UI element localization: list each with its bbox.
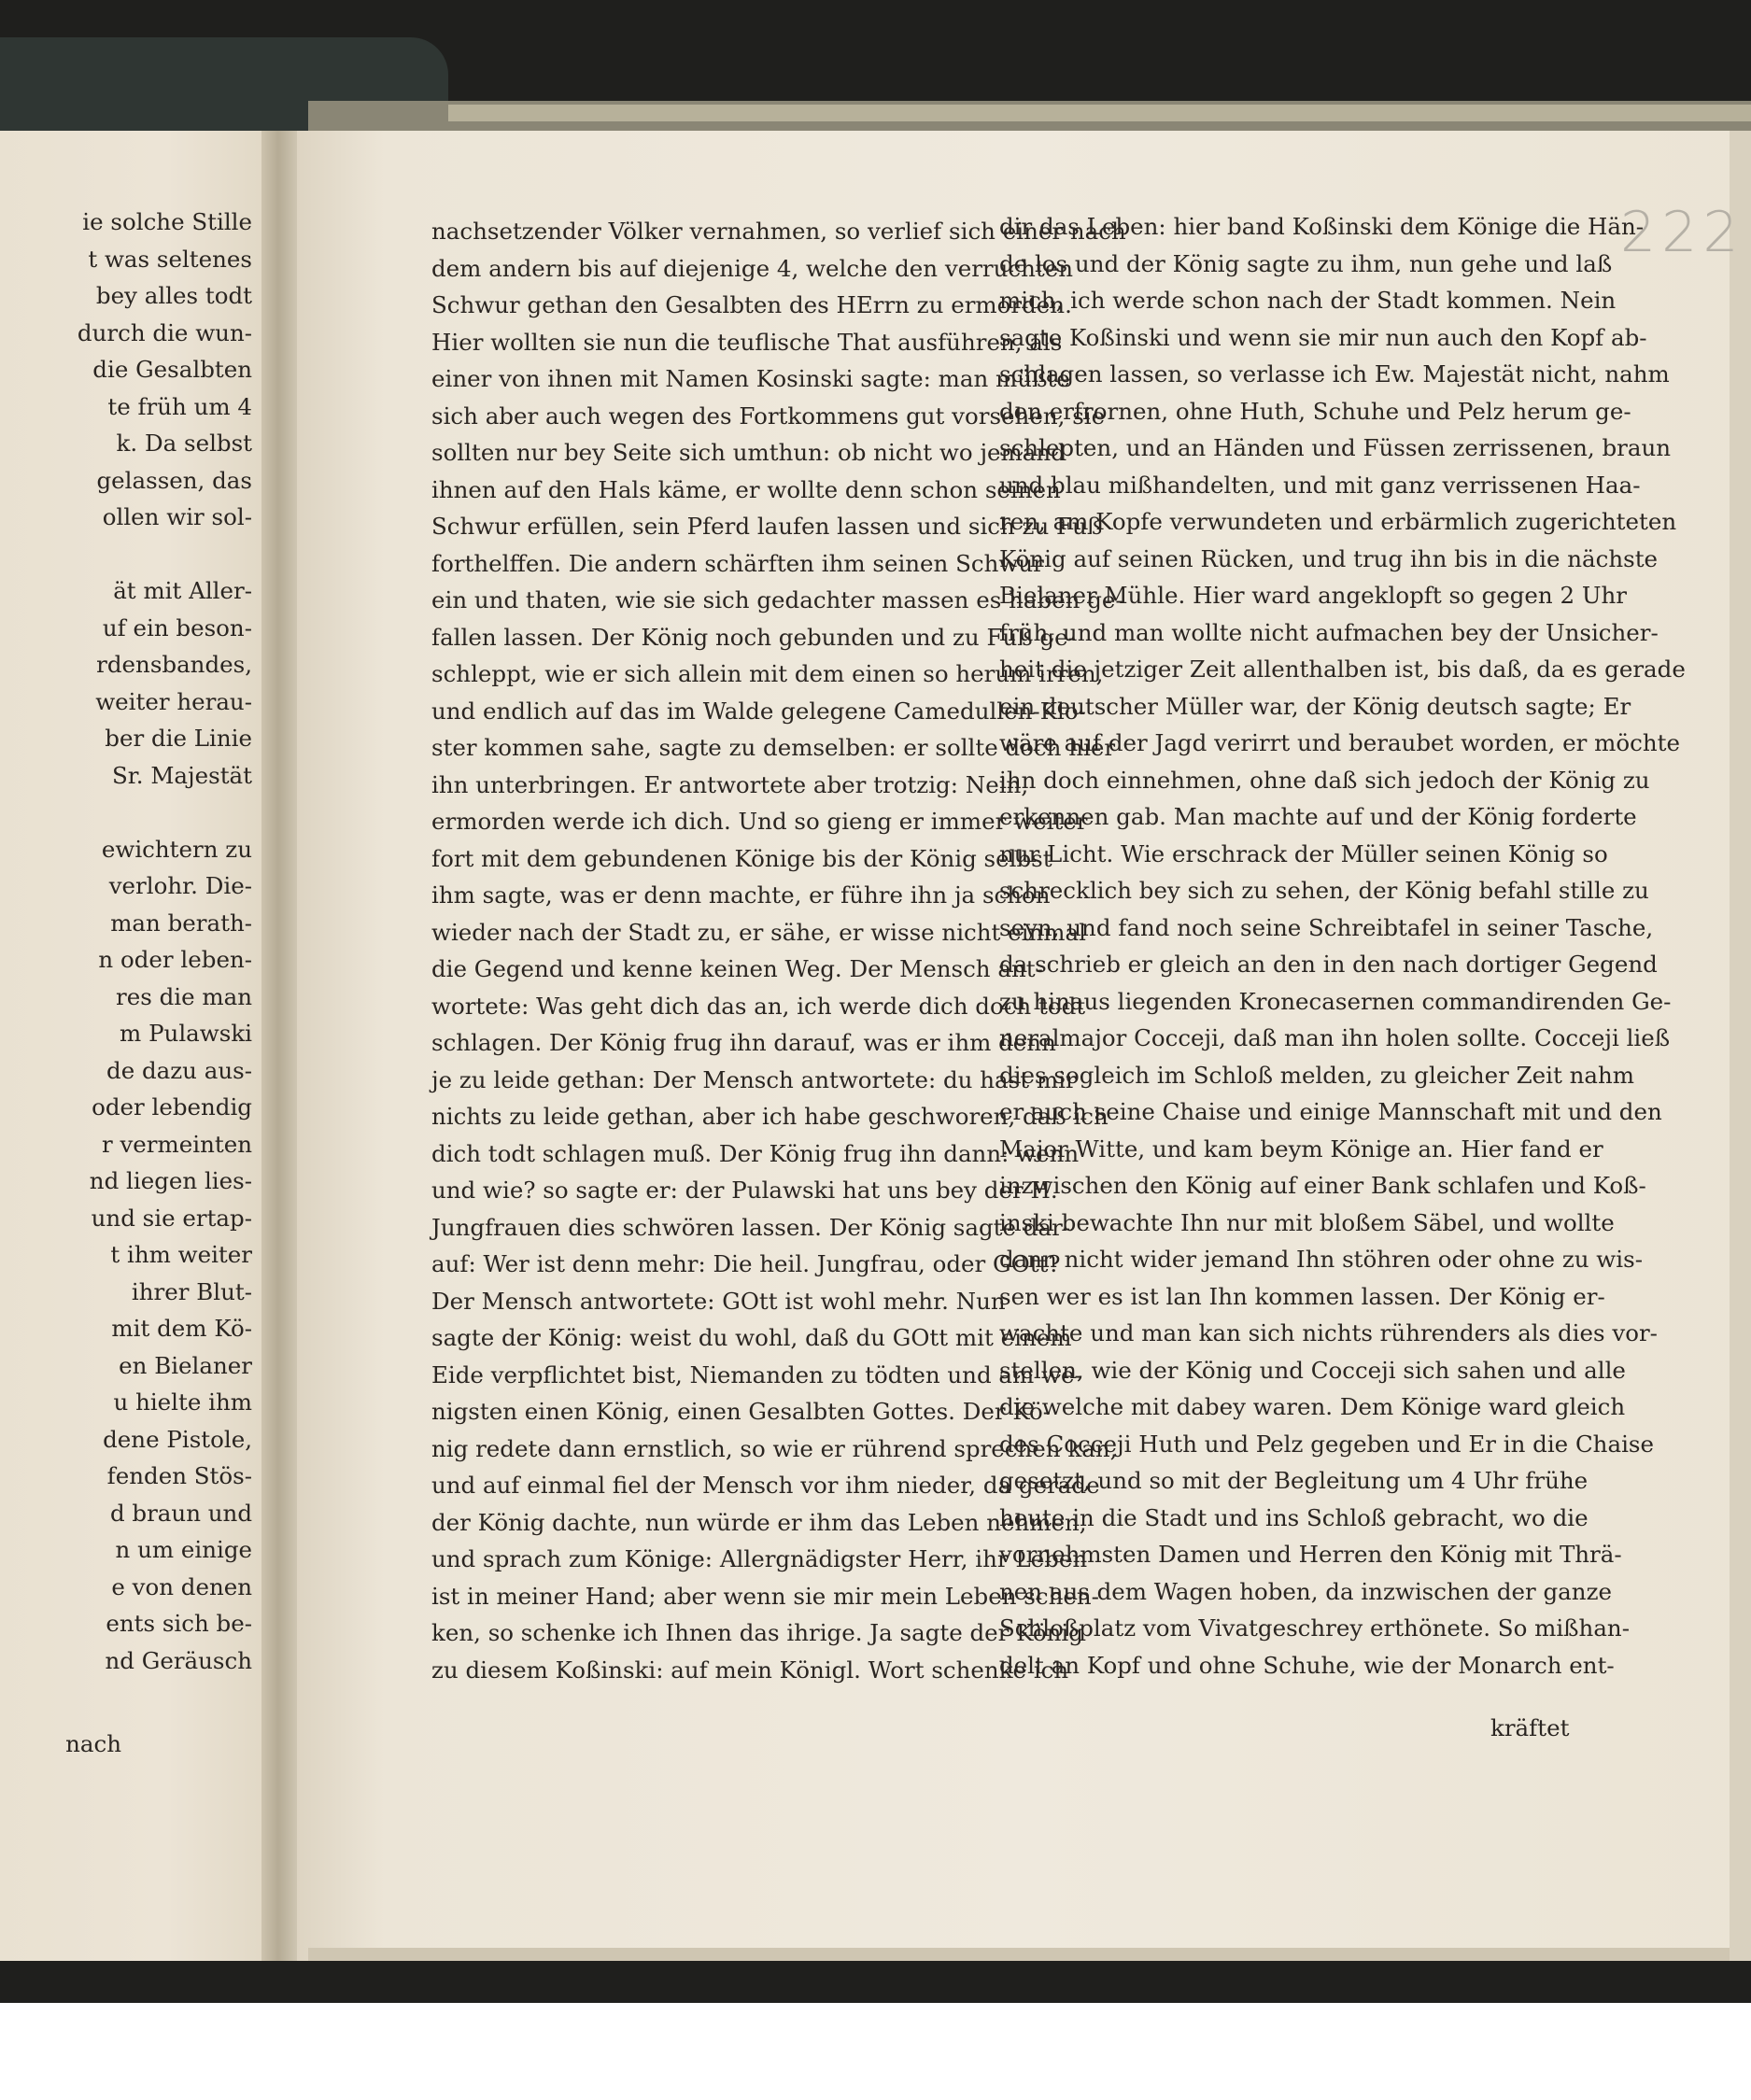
text-line: dann nicht wider jemand Ihn stöhren oder ohne zu wis- xyxy=(999,1246,1643,1273)
text-line: n oder leben- xyxy=(98,946,252,973)
text-line: stellen, wie der König und Cocceji sich sahen und alle xyxy=(999,1356,1626,1384)
text-line: rdensbandes, xyxy=(96,651,252,678)
text-line: mich, ich werde schon nach der Stadt kommen. Nein xyxy=(999,287,1617,314)
text-line: die welche mit dabey waren. Dem Könige ward gleich xyxy=(999,1393,1626,1420)
page-edge-right xyxy=(1730,131,1751,1961)
text-line: nigsten einen König, einen Gesalbten Gottes. Der Kö- xyxy=(431,1398,1052,1425)
text-line: Schwur erfüllen, sein Pferd laufen lassen und sich zu Fuß xyxy=(431,513,1103,540)
text-line: forthelffen. Die andern schärften ihm seinen Schwur xyxy=(431,549,1044,577)
text-line: Jungfrauen dies schwören lassen. Der König sagte dar- xyxy=(431,1213,1071,1241)
text-line: sen wer es ist lan Ihn kommen lassen. Der König er- xyxy=(999,1282,1605,1310)
text-line: schrecklich bey sich zu sehen, der König befahl stille zu xyxy=(999,877,1649,904)
text-line: die Gesalbten xyxy=(92,356,252,383)
text-line: ster kommen sahe, sagte zu demselben: er sollte doch hier xyxy=(431,734,1116,761)
text-line: des Cocceji Huth und Pelz gegeben und Er in die Chaise xyxy=(999,1430,1654,1458)
text-line: wäre auf der Jagd verirrt und beraubet worden, er möchte xyxy=(999,729,1680,756)
text-line: je zu leide gethan: Der Mensch antwortete: du hast mir xyxy=(431,1065,1077,1093)
text-line: da schrieb er gleich an den in den nach dortiger Gegend xyxy=(999,951,1658,978)
text-line: fenden Stös- xyxy=(106,1462,252,1489)
page-number: 222 xyxy=(1620,200,1744,265)
left-page-text xyxy=(0,204,261,1679)
text-line: heute in die Stadt und ins Schloß gebracht, wo die xyxy=(999,1503,1589,1531)
text-line: ermorden werde ich dich. Und so gieng er immer weiter xyxy=(431,808,1088,835)
text-line: wortete: Was geht dich das an, ich werde dich doch todt xyxy=(431,992,1086,1020)
text-line: schleppt, wie er sich allein mit dem einen so herum irren, xyxy=(431,660,1104,687)
text-line: dies sogleich im Schloß melden, zu gleicher Zeit nahm xyxy=(999,1061,1635,1089)
text-line: ihnen auf den Hals käme, er wollte denn schon seinen xyxy=(431,475,1061,503)
text-line: sich aber auch wegen des Fortkommens gut vorsehen, sie xyxy=(431,402,1106,430)
text-line: gesetzt, und so mit der Begleitung um 4 Uhr frühe xyxy=(999,1467,1589,1494)
text-line: nur Licht. Wie erschrack der Müller seinen König so xyxy=(999,839,1608,867)
text-line: ie solche Stille xyxy=(82,208,252,235)
text-line: bey alles todt xyxy=(95,282,252,309)
text-line: nig redete dann ernstlich, so wie er rührend sprechen kan, xyxy=(431,1434,1118,1462)
text-line: wachte und man kan sich nichts rührenders als dies vor- xyxy=(999,1319,1658,1346)
text-line: auf: Wer ist denn mehr: Die heil. Jungfrau, oder GOtt? xyxy=(431,1250,1061,1277)
text-line: fort mit dem gebundenen Könige bis der König selbst xyxy=(431,844,1052,872)
text-line: ät mit Aller- xyxy=(113,577,252,604)
text-line: erkennen gab. Man machte auf und der König forderte xyxy=(999,803,1637,830)
text-line: fallen lassen. Der König noch gebunden und zu Fuß ge- xyxy=(431,623,1076,651)
text-line: wieder nach der Stadt zu, er sähe, er wisse nicht einmal xyxy=(431,918,1086,946)
text-line: ein deutscher Müller war, der König deutsch sagte; Er xyxy=(999,692,1631,720)
text-line: die Gegend und kenne keinen Weg. Der Mensch ant- xyxy=(431,955,1043,982)
text-line: ein und thaten, wie sie sich gedachter massen es haben ge- xyxy=(431,586,1123,613)
text-line: und sprach zum Könige: Allergnädigster Herr, ihr Leben xyxy=(431,1545,1088,1572)
text-line: de los und der König sagte zu ihm, nun gehe und laß xyxy=(999,249,1613,277)
text-line xyxy=(0,536,261,573)
text-line: uf ein beson- xyxy=(102,613,252,641)
text-line: res die man xyxy=(116,982,252,1010)
text-line: nichts zu leide gethan, aber ich habe geschworen, daß ich xyxy=(431,1103,1108,1130)
text-line: r vermeinten xyxy=(101,1130,252,1158)
text-line: dem andern bis auf diejenige 4, welche den verruchten xyxy=(431,254,1074,282)
text-line: Schloßplatz vom Vivatgeschrey erthönete. So mißhan- xyxy=(999,1614,1630,1642)
text-line: weiter herau- xyxy=(95,687,252,715)
text-line: der König dachte, nun würde er ihm das Leben nehmen, xyxy=(431,1508,1087,1536)
text-line: nen aus dem Wagen hoben, da inzwischen der ganze xyxy=(999,1577,1612,1605)
text-line: m Pulawski xyxy=(120,1020,252,1047)
text-line: er auch seine Chaise und einige Mannschaft mit und den xyxy=(999,1098,1662,1125)
right-page-catchword: kräftet xyxy=(1490,1714,1570,1741)
text-line: e von denen xyxy=(111,1572,252,1600)
text-line: man berath- xyxy=(110,909,252,937)
text-line: Hier wollten sie nun die teuflische That ausführen, als xyxy=(431,328,1063,356)
text-line: seyn, und fand noch seine Schreibtafel in seiner Tasche, xyxy=(999,913,1654,941)
text-line: und auf einmal fiel der Mensch vor ihm nieder, da gerade xyxy=(431,1472,1100,1499)
text-line: ken, so schenke ich Ihnen das ihrige. Ja sagte der König xyxy=(431,1619,1083,1646)
text-line: nd liegen lies- xyxy=(89,1167,252,1194)
text-line: ents sich be- xyxy=(106,1610,252,1637)
text-line: ihrer Blut- xyxy=(131,1277,252,1305)
text-line: ollen wir sol- xyxy=(102,503,252,530)
text-line: und wie? so sagte er: der Pulawski hat uns bey der H. xyxy=(431,1177,1058,1204)
page-edges-bottom xyxy=(308,1948,1751,1961)
text-line: mit dem Kö- xyxy=(111,1315,252,1342)
text-line: d braun und xyxy=(109,1499,252,1527)
text-line: delt an Kopf und ohne Schuhe, wie der Monarch ent- xyxy=(999,1651,1615,1679)
text-line: k. Da selbst xyxy=(116,430,252,457)
text-line: t ihm weiter xyxy=(110,1241,252,1268)
text-line: zu hinaus liegenden Kronecasernen commandirenden Ge- xyxy=(999,987,1672,1015)
text-line: dich todt schlagen muß. Der König frug ihn dann: wenn xyxy=(431,1139,1080,1167)
text-column-1 xyxy=(431,213,1126,1688)
text-line: Schwur gethan den Gesalbten des HErrn zu ermorden. xyxy=(431,291,1072,318)
text-line: ren, am Kopfe verwundeten und erbärmlich zugerichteten xyxy=(999,508,1677,535)
text-line: und sie ertap- xyxy=(91,1204,252,1232)
text-line xyxy=(0,794,261,831)
text-line: dir das Leben: hier band Koßinski dem Könige die Hän- xyxy=(999,213,1645,240)
text-line: durch die wun- xyxy=(77,318,252,346)
text-line: inski bewachte Ihn nur mit bloßem Säbel, und wollte xyxy=(999,1208,1615,1236)
text-line: ihn unterbringen. Er antwortete aber trotzig: Nein, xyxy=(431,770,1029,798)
text-line: ihn doch einnehmen, ohne daß sich jedoch der König zu xyxy=(999,766,1650,794)
text-line: inzwischen den König auf einer Bank schlafen und Koß- xyxy=(999,1172,1646,1199)
text-line: nd Geräusch xyxy=(105,1646,252,1674)
text-line: schlagen lassen, so verlasse ich Ew. Majestät nicht, nahm xyxy=(999,360,1670,388)
text-line: den erfrornen, ohne Huth, Schuhe und Pelz herum ge- xyxy=(999,397,1631,425)
text-line: schlagen. Der König frug ihn darauf, was er ihm denn xyxy=(431,1029,1056,1056)
text-line: früh, und man wollte nicht aufmachen bey der Unsicher- xyxy=(999,618,1659,646)
text-line: Major Witte, und kam beym Könige an. Hier fand er xyxy=(999,1135,1603,1163)
text-line: vornehmsten Damen und Herren den König mit Thrä- xyxy=(999,1541,1622,1568)
text-line: ihm sagte, was er denn machte, er führe ihn ja schon xyxy=(431,881,1051,909)
text-line: gelassen, das xyxy=(96,466,252,494)
text-line: neralmajor Coccejі, daß man ihn holen sollte. Cocceji ließ xyxy=(999,1024,1671,1051)
text-line: und blau mißhandelten, und mit ganz verrissenen Haa- xyxy=(999,471,1641,499)
text-line: heit die jetziger Zeit allenthalben ist, bis daß, da es gerade xyxy=(999,655,1686,683)
text-line: König auf seinen Rücken, und trug ihn bis in die nächste xyxy=(999,544,1659,572)
text-line: ist in meiner Hand; aber wenn sie mir mein Leben schen- xyxy=(431,1582,1099,1610)
text-line: en Bielaner xyxy=(119,1351,252,1379)
text-line: u hielte ihm xyxy=(113,1388,252,1416)
text-line: nachsetzender Völker vernahmen, so verlief sich einer nach xyxy=(431,218,1126,245)
text-line: ber die Linie xyxy=(105,725,252,752)
left-page-catchword: nach xyxy=(65,1730,121,1757)
text-line: und endlich auf das im Walde gelegene Camedullen-Klo- xyxy=(431,697,1086,725)
text-line: zu diesem Koßinski: auf mein Königl. Wort schenke ich xyxy=(431,1656,1069,1684)
text-line: sagte der König: weist du wohl, daß du GOtt mit einem xyxy=(431,1324,1072,1351)
text-line: dene Pistole, xyxy=(103,1425,252,1453)
text-line: Eide verpflichtet bist, Niemanden zu tödten und am we- xyxy=(431,1360,1082,1388)
text-line: de dazu aus- xyxy=(106,1056,252,1084)
text-line: Sr. Majestät xyxy=(111,761,252,789)
text-column-2 xyxy=(999,208,1686,1684)
text-line: sollten nur bey Seite sich umthun: ob nicht wo jemand xyxy=(431,439,1066,466)
text-line: te früh um 4 xyxy=(107,392,252,420)
text-line: schlepten, und an Händen und Füssen zerrissenen, braun xyxy=(999,434,1672,461)
text-line: Der Mensch antwortete: GOtt ist wohl mehr. Nun xyxy=(431,1287,1006,1315)
text-line: Bielaner Mühle. Hier ward angeklopft so gegen 2 Uhr xyxy=(999,582,1628,609)
text-line: sagte Koßinski und wenn sie mir nun auch den Kopf ab- xyxy=(999,323,1647,351)
text-line: verlohr. Die- xyxy=(108,872,252,899)
text-line: n um einige xyxy=(115,1536,252,1563)
page-edges-top-light xyxy=(448,105,1751,121)
text-line: einer von ihnen mit Namen Kosinski sagte: man müßte xyxy=(431,365,1070,392)
text-line: ewichtern zu xyxy=(101,835,252,863)
text-line: oder lebendig xyxy=(92,1093,252,1120)
text-line: t was seltenes xyxy=(88,245,252,273)
